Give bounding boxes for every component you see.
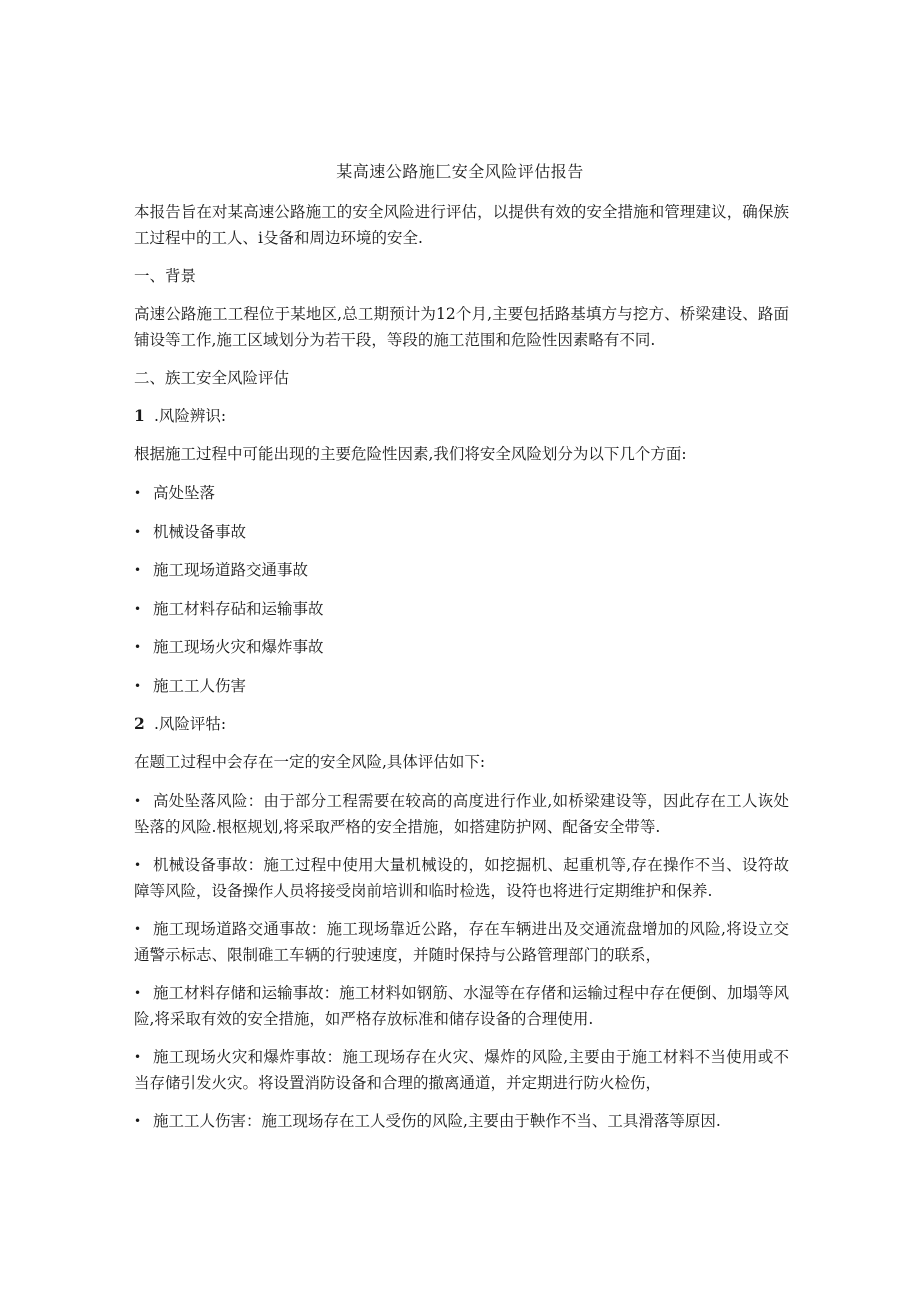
bullet-icon: •	[134, 986, 142, 1000]
bullet-icon: •	[134, 601, 142, 616]
document-title: 某高速公路施匚安全风险评估报告	[336, 162, 584, 181]
risk-evaluation-intro: 在题工过程中会存在一定的安全风险,具体评估如下:	[134, 753, 486, 771]
list-item-text: 机械设备事故：施工过程中使用大量机械设的，如挖掘机、起重机等,存在操作不当、设符故障等风险，设备操作人员将接受岗前培训和临时检选，设符也将进行定期维护和保养.	[134, 856, 789, 900]
list-item	[134, 1108, 789, 1134]
subsection-label: .风险辨识:	[154, 407, 227, 425]
section-heading-background: 一、背景	[134, 267, 197, 285]
section-heading-risk-assessment: 二、族工安全风险评估	[134, 369, 290, 387]
risk-identification-intro: 根据施工过程中可能出现的主要危险性因素,我们将安全风险划分为以下几个方面:	[134, 445, 687, 463]
background-paragraph: 高速公路施工工程位于某地区,总工期预计为12个月,主要包括路基填方与挖方、桥梁建设、路面铺设等工作,施工区域划分为若干段，等段的施工范围和危险性因素略有不同.	[134, 305, 789, 349]
subsection-heading-risk-evaluation	[134, 711, 789, 737]
list-item	[134, 596, 789, 622]
list-item-text: 高处坠落风险：由于部分工程需要在较高的高度进行作业,如桥梁建设等，因此存在工人诙处坠落的风险.根枢规划,将采取严格的安全措施，如搭建防护网、配备安全带等.	[134, 792, 789, 836]
list-item-text: 施工现场道路交通事故	[153, 561, 309, 579]
list-item	[134, 557, 789, 583]
list-item-text: 机械设备事故	[153, 522, 247, 541]
list-item	[134, 852, 789, 904]
list-item	[134, 916, 789, 968]
bullet-icon: •	[134, 794, 142, 808]
list-item	[134, 519, 789, 545]
bullet-icon: •	[134, 1050, 142, 1064]
list-item-text: 施工现场火灾和爆炸事故：施工现场存在火灾、爆炸的风险,主要由于施工材料不当使用或不当存储引发火灾。将设置消防设备和合理的撤离通道，并定期进行防火检伤，	[134, 1048, 789, 1092]
list-item	[134, 673, 789, 699]
bullet-icon: •	[134, 563, 142, 577]
list-item	[134, 980, 789, 1032]
subsection-heading-risk-identification	[134, 403, 789, 429]
bullet-icon: •	[134, 678, 142, 693]
bullet-icon: •	[134, 858, 142, 872]
bullet-icon: •	[134, 524, 142, 539]
list-item-text: 施工工人伤害	[153, 676, 247, 695]
risk-evaluation-list	[134, 788, 789, 1134]
subsection-label: .风险评牯:	[154, 715, 227, 733]
list-item-text: 施工材料存储和运输事故：施工材料如钢筋、水湿等在存偖和运输过程中存在便倒、加塌等风险,将采取有效的安全措施，如严格存放标准和储存设备的合理使用.	[134, 984, 789, 1028]
risk-category-list	[134, 480, 789, 699]
list-item-text: 施工材料存砧和运输事故	[153, 599, 324, 618]
list-item-text: 施工工人伤害：施工现场存在工人受伤的风险,主要由于鞅作不当、工具滑落等原因.	[153, 1112, 721, 1130]
bullet-icon: •	[134, 486, 142, 500]
list-item	[134, 480, 789, 506]
list-item	[134, 634, 789, 660]
list-item-text: 高处坠落	[153, 484, 216, 502]
list-item-text: 施工现场火灾和爆炸事故	[153, 638, 324, 656]
intro-paragraph: 本报告旨在对某高速公路施工的安全风险进行评估，以提供有效的安全措施和管理建议，确保族工过程中的工人、i殳备和周边环境的安全.	[134, 203, 789, 247]
subsection-number: 2	[134, 714, 145, 733]
bullet-icon: •	[134, 1114, 142, 1128]
list-item-text: 施工现场道路交通事故：施工现场靠近公路，存在车辆进出及交通流盘增加的风险,将设立交通警示标志、限制碓工车辆的行驶速度，并随时保持与公路管理部门的联系，	[134, 920, 789, 964]
subsection-number: 1	[134, 406, 145, 425]
list-item	[134, 1044, 789, 1096]
bullet-icon: •	[134, 922, 142, 936]
bullet-icon: •	[134, 640, 142, 654]
document-body	[134, 199, 789, 1146]
list-item	[134, 788, 789, 840]
